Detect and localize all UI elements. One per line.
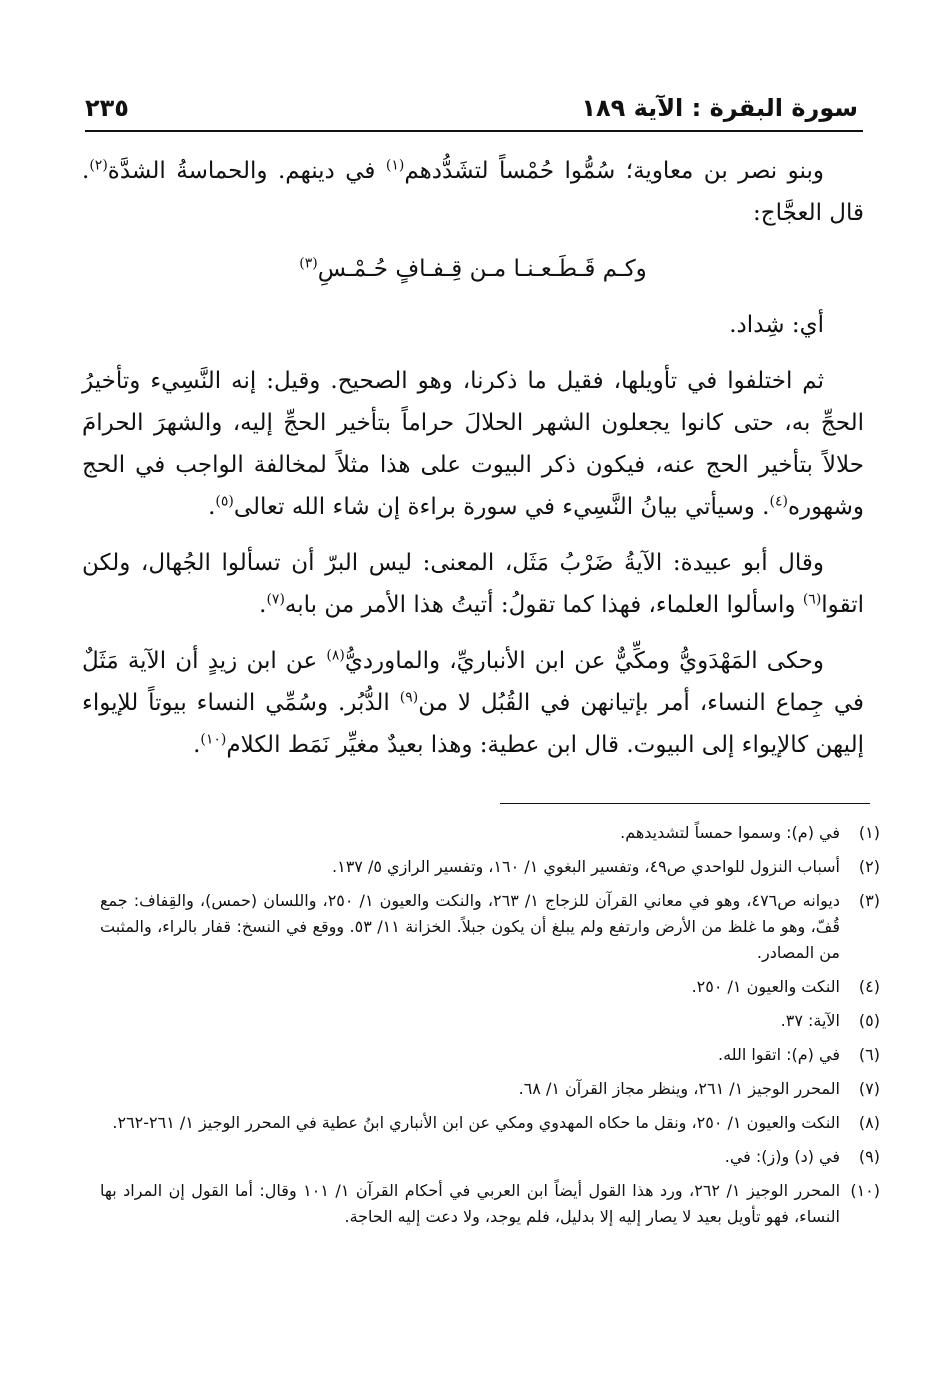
footnote-4: [100, 974, 880, 1000]
paragraph-4-text: وقال أبو عبيدة: الآيةُ ضَرْبُ مَثَل، المعنى: ليس البرّ أن تسألوا الجُهال، ولكن اتقوا: [82, 550, 864, 618]
footnote-1: [100, 820, 880, 846]
footnote-text: في (م): اتقوا الله.: [717, 1045, 840, 1064]
page-number: ٢٣٥: [85, 94, 129, 122]
paragraph-5-text-d: .: [193, 732, 201, 758]
footnote-ref-10[interactable]: (١٠): [200, 731, 227, 748]
paragraph-3-text-b: . وسيأتي بيانُ النَّسِيء في سورة براءة إن شاء الله تعالى: [233, 494, 770, 520]
footnote-8: [100, 1110, 880, 1136]
paragraph-4: [82, 542, 864, 626]
footnote-text: أسباب النزول للواحدي ص٤٩، وتفسير البغوي ١/ ١٦٠، وتفسير الرازي ٥/ ١٣٧.: [332, 857, 840, 876]
paragraph-1-text-c: . قال العجَّاج:: [82, 158, 864, 226]
footnote-5: [100, 1008, 880, 1034]
surah-title: سورة البقرة : الآية ١٨٩: [581, 94, 858, 122]
footnote-number: (٥): [858, 1011, 880, 1030]
footnote-ref-4[interactable]: (٤): [769, 493, 788, 510]
footnote-text: المحرر الوجيز ١/ ٢٦١، وينظر مجاز القرآن ١/ ٦٨.: [518, 1079, 840, 1098]
footnote-6: [100, 1042, 880, 1068]
footnote-number: (٢): [858, 857, 880, 876]
footnote-number: (٧): [858, 1079, 880, 1098]
footnote-number: (٨): [858, 1113, 880, 1132]
footnote-text: المحرر الوجيز ١/ ٢٦٢، ورد هذا القول أيضاً ابن العربي في أحكام القرآن ١/ ١٠١ وقال: أما القول إن المراد بها النساء، فهو تأويل بعيد لا يصار إليه إلا بدليل، فلم يوجد، ولا دعت إليه الحاجة.: [100, 1181, 841, 1226]
footnote-ref-2[interactable]: (٢): [89, 157, 108, 174]
footnotes: [100, 820, 880, 1238]
verse-text: وكـم قَـطَـعـنـا مـن قِـفـافٍ حُـمْـسِ: [317, 256, 647, 282]
footnote-10: [100, 1178, 880, 1230]
footnote-number: (٦): [858, 1045, 880, 1064]
paragraph-5-text-b: عن ابن زيدٍ أن الآية مَثَلٌ في جِماع النساء، أمر بإتيانهن في القُبُل لا من: [82, 648, 864, 716]
footnote-number: (١): [858, 823, 880, 842]
footnote-text: في (د) و(ز): في.: [724, 1147, 840, 1166]
paragraph-3: [82, 360, 864, 528]
footnote-ref-8[interactable]: (٨): [326, 647, 345, 664]
footnote-3: [100, 888, 880, 966]
footnote-ref-1[interactable]: (١): [385, 157, 405, 174]
footnote-ref-3[interactable]: (٣): [299, 255, 318, 272]
paragraph-5-text: وحكى المَهْدَويُّ ومكِّيٌّ عن ابن الأنباريِّ، والماورديُّ: [344, 648, 824, 674]
footnote-ref-7[interactable]: (٧): [266, 591, 285, 608]
footnote-text: في (م): وسموا حمساً لتشديدهم.: [620, 823, 840, 842]
paragraph-3-text: ثم اختلفوا في تأويلها، فقيل ما ذكرنا، وهو الصحيح. وقيل: إنه النَّسِيء وتأخيرُ الحجِّ به، حتى كانوا يجعلون الشهر الحلالَ حراماً بتأخير الحجِّ إليه، والشهرَ الحرامَ حلالاً بتأخير الحج عنه، فيكون ذكر البيوت على هذا مثلاً لمخالفة الواجب في الحج وشهوره: [82, 368, 864, 520]
header-divider: [85, 130, 863, 132]
paragraph-2: [82, 304, 824, 346]
paragraph-1-text: وبنو نصر بن معاوية؛ سُمُّوا حُمْساً لتشَدُّدهم: [404, 158, 824, 184]
footnote-text: النكت والعيون ١/ ٢٥٠.: [691, 977, 840, 996]
footnote-divider: [500, 803, 870, 804]
footnote-ref-6[interactable]: (٦): [802, 591, 822, 608]
main-text: [82, 150, 864, 780]
footnote-9: [100, 1144, 880, 1170]
footnote-number: (١٠): [850, 1181, 880, 1200]
footnote-ref-5[interactable]: (٥): [215, 493, 234, 510]
footnote-number: (٩): [858, 1147, 880, 1166]
footnote-text: النكت والعيون ١/ ٢٥٠، ونقل ما حكاه المهدوي ومكي عن ابن الأنباري ابنُ عطية في المحرر الوجيز ١/ ٢٦١-٢٦٢.: [112, 1113, 840, 1132]
footnote-ref-9[interactable]: (٩): [399, 689, 419, 706]
footnote-2: [100, 854, 880, 880]
footnote-text: الآية: ٣٧.: [780, 1011, 840, 1030]
poetry-verse: [82, 248, 864, 290]
paragraph-2-text: أي: شِداد.: [729, 312, 824, 338]
footnote-7: [100, 1076, 880, 1102]
footnote-number: (٤): [858, 977, 880, 996]
paragraph-4-text-c: .: [259, 592, 267, 618]
paragraph-1: [82, 150, 864, 234]
paragraph-1-text-b: في دينهم. والحماسةُ الشدَّة: [107, 158, 376, 184]
footnote-number: (٣): [858, 891, 880, 910]
running-header: [85, 88, 858, 128]
paragraph-3-text-c: .: [208, 494, 216, 520]
footnote-text: ديوانه ص٤٧٦، وهو في معاني القرآن للزجاج ١/ ٢٦٣، والنكت والعيون ١/ ٢٥٠، واللسان (حمس)، والقِفاف: جمع قُفّ، وهو ما غلظ من الأرض وارتفع ولم يبلغ أن يكون جبلاً. الخزانة ١١/ ٥٣. ووقع في النسخ: قفار بالراء، والمثبت من المصادر.: [100, 891, 841, 962]
paragraph-5-text-c: الدُّبُر. وسُمِّي النساء بيوتاً للإيواء إليهن كالإيواء إلى البيوت. قال ابن عطية: وهذا بعيدٌ مغيِّر نَمَط الكلام: [82, 690, 864, 758]
paragraph-5: [82, 640, 864, 766]
paragraph-4-text-b: واسألوا العلماء، فهذا كما تقولُ: أتيتُ هذا الأمر من بابه: [284, 592, 796, 618]
